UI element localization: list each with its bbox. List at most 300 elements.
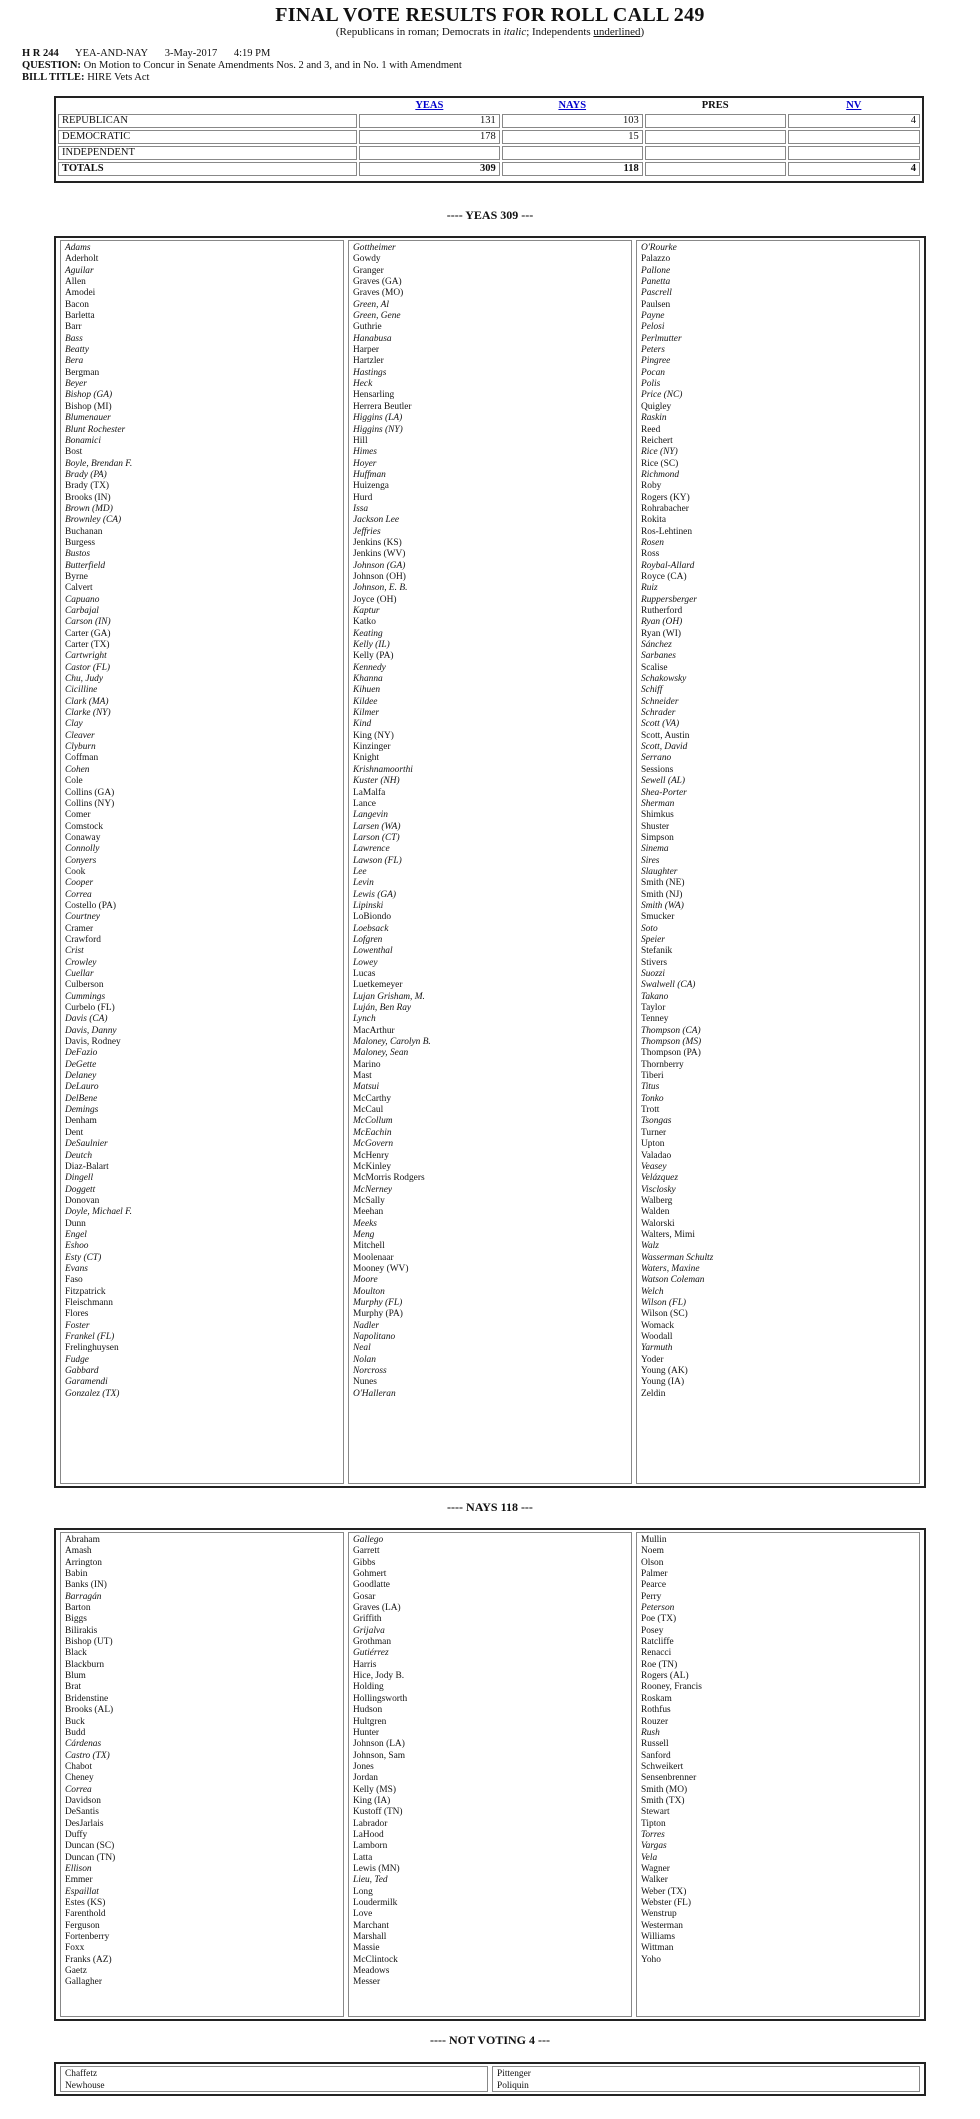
party-cell: INDEPENDENT bbox=[58, 146, 357, 160]
member-name: Hice, Jody B. bbox=[353, 1671, 405, 1682]
member-name: Hudson bbox=[353, 1705, 383, 1716]
member-name: DeFazio bbox=[65, 1048, 98, 1059]
member-name: Weber (TX) bbox=[641, 1886, 687, 1897]
summary-row-republican bbox=[58, 114, 920, 128]
member-name: Culberson bbox=[65, 980, 104, 991]
member-name: DeSaulnier bbox=[65, 1139, 108, 1150]
member-name: Schrader bbox=[641, 708, 676, 719]
member-name: Norcross bbox=[353, 1366, 387, 1377]
legend-text: ; Independents bbox=[526, 26, 594, 38]
member-name: Walz bbox=[641, 1241, 659, 1252]
member-name: Nolan bbox=[353, 1354, 376, 1365]
member-name: Walker bbox=[641, 1875, 668, 1886]
member-name: Kelly (PA) bbox=[353, 651, 394, 662]
nays-cell: 118 bbox=[502, 162, 643, 176]
pres-cell bbox=[645, 114, 786, 128]
member-name: Johnson, Sam bbox=[353, 1750, 406, 1761]
member-name: Aguilar bbox=[65, 265, 94, 276]
member-name: Engel bbox=[65, 1229, 87, 1240]
member-name: Yoho bbox=[641, 1954, 661, 1965]
member-name: Loebsack bbox=[353, 923, 389, 934]
member-name: Sherman bbox=[641, 798, 675, 809]
member-name: Cook bbox=[65, 866, 86, 877]
member-name: Kind bbox=[353, 719, 372, 730]
member-name: Loudermilk bbox=[353, 1898, 398, 1908]
member-name: Green, Gene bbox=[353, 311, 401, 322]
member-name: Ros-Lehtinen bbox=[641, 526, 693, 537]
member-name: Hultgren bbox=[353, 1716, 387, 1727]
member-name: Graves (GA) bbox=[353, 277, 402, 288]
member-name: Krishnamoorthi bbox=[353, 764, 413, 775]
member-name: Carter (TX) bbox=[65, 640, 110, 651]
member-name: Cárdenas bbox=[65, 1739, 102, 1750]
member-name: Soto bbox=[641, 923, 658, 934]
member-name: King (NY) bbox=[353, 730, 394, 741]
member-name: Himes bbox=[353, 447, 377, 458]
member-name: Dent bbox=[65, 1127, 84, 1138]
member-name: Calvert bbox=[65, 583, 93, 594]
member-name: Maloney, Carolyn B. bbox=[353, 1037, 431, 1048]
nv-link[interactable]: NV bbox=[846, 100, 862, 111]
yeas-link[interactable]: YEAS bbox=[415, 100, 444, 111]
member-name: Arrington bbox=[65, 1557, 102, 1568]
member-name: Knight bbox=[353, 753, 380, 764]
member-name: Reichert bbox=[641, 435, 673, 446]
member-name: Vela bbox=[641, 1852, 658, 1863]
member-name: Paulsen bbox=[641, 299, 671, 310]
member-name: Marchant bbox=[353, 1920, 389, 1931]
member-name: Crist bbox=[65, 946, 84, 957]
member-name: Cheney bbox=[65, 1773, 94, 1784]
member-name: Garrett bbox=[353, 1546, 380, 1557]
member-name: Simpson bbox=[641, 832, 674, 843]
member-name: Budd bbox=[65, 1727, 86, 1738]
pres-cell bbox=[645, 162, 786, 176]
member-name: Pocan bbox=[641, 367, 665, 378]
member-name: Meehan bbox=[353, 1207, 384, 1218]
member-name: Palmer bbox=[641, 1569, 668, 1580]
member-name: Luetkemeyer bbox=[353, 980, 403, 991]
member-name: DeGette bbox=[65, 1059, 97, 1070]
member-name: Wenstrup bbox=[641, 1909, 677, 1920]
member-name: McCaul bbox=[353, 1105, 384, 1116]
member-name: Lawson (FL) bbox=[353, 855, 402, 866]
member-name: Granger bbox=[353, 265, 384, 276]
member-name: Barragán bbox=[65, 1591, 102, 1602]
member-name: Griffith bbox=[353, 1614, 382, 1625]
member-name: Velázquez bbox=[641, 1173, 678, 1184]
nays-heading: ---- NAYS 118 --- bbox=[447, 1500, 533, 1514]
member-name: Cuellar bbox=[65, 969, 94, 979]
member-name: Clarke (NY) bbox=[65, 708, 111, 719]
member-name: Scott, Austin bbox=[641, 730, 690, 741]
member-name: Connolly bbox=[65, 844, 100, 855]
member-name: Thornberry bbox=[641, 1059, 684, 1070]
member-name: Mooney (WV) bbox=[353, 1263, 409, 1274]
member-name: Abraham bbox=[65, 1535, 100, 1545]
member-name: Kihuen bbox=[353, 685, 381, 696]
member-name: Quigley bbox=[641, 401, 672, 412]
nv-cell: 4 bbox=[788, 162, 920, 176]
member-name: Serrano bbox=[641, 753, 672, 764]
member-name: Luján, Ben Ray bbox=[353, 1003, 412, 1014]
member-name: Gallagher bbox=[65, 1977, 102, 1988]
member-name: Mitchell bbox=[353, 1241, 385, 1252]
member-name: McKinley bbox=[353, 1161, 392, 1172]
member-name: Beyer bbox=[65, 379, 87, 390]
member-name: Neal bbox=[353, 1343, 371, 1354]
question-text: On Motion to Concur in Senate Amendments Nos. 2 and 3, and in No. 1 with Amendment bbox=[83, 60, 462, 71]
member-name: Johnson (LA) bbox=[353, 1739, 405, 1750]
nays-cell bbox=[502, 146, 643, 160]
member-name: Takano bbox=[641, 991, 669, 1002]
member-name: Nunes bbox=[353, 1377, 377, 1388]
member-name: Davis (CA) bbox=[65, 1014, 108, 1025]
member-name: Foster bbox=[65, 1320, 90, 1331]
member-name: Higgins (NY) bbox=[353, 424, 403, 435]
member-name: Castro (TX) bbox=[65, 1750, 110, 1761]
yeas-column-3 bbox=[636, 240, 920, 1484]
member-name: Latta bbox=[353, 1852, 373, 1863]
member-name: Butterfield bbox=[65, 560, 106, 571]
member-name: Ellison bbox=[65, 1863, 92, 1874]
member-name: Titus bbox=[641, 1082, 660, 1093]
member-name: O'Halleran bbox=[353, 1388, 396, 1399]
bill-title-line bbox=[22, 72, 149, 83]
member-name: Tenney bbox=[641, 1014, 669, 1025]
member-name: Lee bbox=[353, 866, 367, 877]
member-name: Doyle, Michael F. bbox=[65, 1207, 132, 1218]
member-name: Eshoo bbox=[65, 1241, 89, 1252]
member-name: Adams bbox=[65, 243, 91, 253]
member-name: McCarthy bbox=[353, 1093, 392, 1104]
member-name: Johnson (GA) bbox=[353, 560, 406, 571]
member-name: Joyce (OH) bbox=[353, 594, 397, 605]
member-name: Kennedy bbox=[353, 662, 386, 673]
question-label: QUESTION: bbox=[22, 60, 81, 71]
member-name: Love bbox=[353, 1909, 373, 1920]
member-name: Dunn bbox=[65, 1218, 86, 1229]
member-name: Lewis (GA) bbox=[353, 889, 396, 900]
member-name: Thompson (PA) bbox=[641, 1048, 701, 1059]
member-name: Foxx bbox=[65, 1943, 85, 1954]
member-name: Moulton bbox=[353, 1286, 385, 1297]
member-name: Walorski bbox=[641, 1218, 675, 1229]
member-name: Ruiz bbox=[641, 583, 658, 594]
member-name: Scalise bbox=[641, 662, 668, 673]
member-name: Rooney, Francis bbox=[641, 1682, 702, 1693]
member-name: Panetta bbox=[641, 277, 671, 288]
member-name: Stivers bbox=[641, 957, 668, 968]
page-title: FINAL VOTE RESULTS FOR ROLL CALL 249 bbox=[275, 4, 705, 26]
member-name: Dingell bbox=[65, 1173, 94, 1184]
member-name: Torres bbox=[641, 1829, 665, 1840]
member-name: Johnson (OH) bbox=[353, 571, 406, 582]
member-name: Cleaver bbox=[65, 730, 95, 741]
member-name: Gottheimer bbox=[353, 243, 396, 253]
member-name: Walden bbox=[641, 1207, 670, 1218]
member-name: Mullin bbox=[641, 1535, 667, 1545]
member-name: Jones bbox=[353, 1761, 374, 1772]
member-name: Peters bbox=[641, 345, 665, 356]
member-name: Cramer bbox=[65, 923, 94, 934]
member-name: Babin bbox=[65, 1569, 88, 1580]
member-name: Kustoff (TN) bbox=[353, 1807, 403, 1818]
member-name: Wasserman Schultz bbox=[641, 1252, 714, 1263]
member-name: Brown (MD) bbox=[65, 503, 113, 514]
member-name: Wagner bbox=[641, 1863, 670, 1874]
member-name: Kaptur bbox=[353, 606, 380, 616]
member-name: Gonzalez (TX) bbox=[65, 1388, 120, 1399]
member-name: Carter (GA) bbox=[65, 628, 111, 639]
member-name: Farenthold bbox=[65, 1909, 106, 1920]
member-name: Bacon bbox=[65, 299, 89, 310]
member-name: Conyers bbox=[65, 855, 97, 866]
member-name: Davis, Danny bbox=[65, 1025, 117, 1036]
member-name: Hoyer bbox=[353, 458, 377, 469]
nays-cell: 15 bbox=[502, 130, 643, 144]
member-name: Sires bbox=[641, 855, 660, 866]
member-name: Gowdy bbox=[353, 254, 381, 265]
member-name: Black bbox=[65, 1648, 87, 1659]
yeas-column-2 bbox=[348, 240, 632, 1484]
member-name: Rothfus bbox=[641, 1705, 671, 1716]
member-name: Levin bbox=[353, 878, 374, 889]
member-name: Lowey bbox=[353, 957, 378, 968]
member-name: Allen bbox=[65, 277, 86, 288]
member-name: Sensenbrenner bbox=[641, 1773, 697, 1784]
member-name: Lynch bbox=[353, 1014, 376, 1025]
member-name: Larson (CT) bbox=[353, 832, 400, 843]
member-name: Valadao bbox=[641, 1150, 672, 1161]
member-name: Brady (PA) bbox=[65, 469, 107, 480]
member-name: DeSantis bbox=[65, 1807, 99, 1818]
member-name: Goodlatte bbox=[353, 1580, 390, 1591]
member-name: Taylor bbox=[641, 1003, 666, 1014]
member-name: Comstock bbox=[65, 821, 104, 832]
member-name: Cartwright bbox=[65, 651, 107, 662]
member-name: Byrne bbox=[65, 571, 88, 582]
member-name: McSally bbox=[353, 1195, 385, 1206]
member-name: Trott bbox=[641, 1105, 660, 1116]
member-name: Russell bbox=[641, 1739, 669, 1750]
member-name: Clyburn bbox=[65, 742, 96, 753]
nv-cell bbox=[788, 130, 920, 144]
member-name: Katko bbox=[353, 617, 376, 628]
member-name: Lipinski bbox=[353, 900, 384, 911]
member-name: Crawford bbox=[65, 934, 101, 945]
not-voting-column-1 bbox=[60, 2066, 488, 2092]
bill-number: H R 244 bbox=[22, 48, 59, 59]
vote-meta-line bbox=[22, 48, 270, 59]
member-name: Smith (MO) bbox=[641, 1784, 688, 1795]
member-name: DeLauro bbox=[65, 1082, 99, 1093]
member-name: Scott (VA) bbox=[641, 719, 680, 730]
member-name: Holding bbox=[353, 1682, 384, 1693]
member-name: Sanford bbox=[641, 1750, 671, 1761]
pres-cell bbox=[645, 146, 786, 160]
member-name: Polis bbox=[641, 379, 661, 390]
member-name: Slaughter bbox=[641, 866, 678, 877]
member-name: Grothman bbox=[353, 1637, 392, 1648]
member-name: Webster (FL) bbox=[641, 1898, 692, 1908]
yeas-cell bbox=[359, 146, 500, 160]
member-name: Welch bbox=[641, 1286, 664, 1297]
member-name: Gohmert bbox=[353, 1569, 387, 1580]
member-name: Young (AK) bbox=[641, 1366, 688, 1377]
member-name: Shea-Porter bbox=[641, 787, 687, 798]
nays-link[interactable]: NAYS bbox=[558, 100, 587, 111]
member-name: Gaetz bbox=[65, 1966, 87, 1977]
member-name: Yarmuth bbox=[641, 1343, 673, 1354]
member-name: Shuster bbox=[641, 821, 670, 832]
vote-time: 4:19 PM bbox=[233, 48, 271, 59]
member-name: Moore bbox=[353, 1275, 378, 1286]
member-name: Long bbox=[353, 1886, 373, 1897]
legend-text: (Republicans in roman; Democrats in bbox=[335, 26, 504, 38]
member-name: Deutch bbox=[65, 1150, 93, 1161]
member-name: Roe (TN) bbox=[641, 1659, 678, 1670]
member-name: Massie bbox=[353, 1943, 380, 1954]
nv-cell: 4 bbox=[788, 114, 920, 128]
member-name: Bost bbox=[65, 447, 83, 458]
vote-date: 3-May-2017 bbox=[164, 48, 218, 59]
member-name: Gibbs bbox=[353, 1557, 376, 1568]
member-name: Yoder bbox=[641, 1354, 664, 1365]
yeas-heading: ---- YEAS 309 --- bbox=[446, 208, 534, 222]
member-name: Grijalva bbox=[353, 1625, 385, 1636]
member-name: Hunter bbox=[353, 1727, 380, 1738]
member-name: Matsui bbox=[353, 1082, 380, 1093]
member-name: MacArthur bbox=[353, 1025, 395, 1036]
member-name: Demings bbox=[65, 1105, 99, 1116]
yeas-column-1 bbox=[60, 240, 344, 1484]
member-name: Stefanik bbox=[641, 946, 673, 957]
member-name: Boyle, Brendan F. bbox=[65, 458, 133, 469]
member-name: Blum bbox=[65, 1671, 86, 1682]
member-name: Brooks (IN) bbox=[65, 492, 111, 503]
member-name: Thompson (CA) bbox=[641, 1025, 701, 1036]
nays-list bbox=[54, 1528, 926, 2021]
member-name: Rush bbox=[641, 1727, 660, 1738]
member-name: Swalwell (CA) bbox=[641, 980, 696, 991]
member-name: Pallone bbox=[641, 265, 671, 276]
member-name: Hollingsworth bbox=[353, 1693, 408, 1704]
member-name: King (IA) bbox=[353, 1795, 391, 1806]
member-name: Noem bbox=[641, 1546, 664, 1557]
member-name: Jenkins (WV) bbox=[353, 549, 406, 560]
member-name: Roby bbox=[641, 481, 662, 492]
member-name: Smith (WA) bbox=[641, 900, 684, 911]
member-name: Nadler bbox=[353, 1320, 380, 1331]
summary-header-row bbox=[58, 100, 920, 112]
member-name: Collins (GA) bbox=[65, 787, 115, 798]
member-name: Williams bbox=[641, 1932, 675, 1943]
member-name: Thompson (MS) bbox=[641, 1037, 702, 1048]
member-name: Rice (SC) bbox=[641, 458, 679, 469]
member-name: Pearce bbox=[641, 1580, 666, 1591]
legend-italic: italic bbox=[503, 26, 527, 38]
member-name: Larsen (WA) bbox=[353, 821, 401, 832]
summary-row-totals bbox=[58, 162, 920, 176]
member-name: Barletta bbox=[65, 311, 95, 322]
member-name: Palazzo bbox=[641, 254, 671, 265]
member-name: Tsongas bbox=[641, 1116, 672, 1127]
member-name: Mast bbox=[353, 1071, 372, 1082]
member-name: Amodei bbox=[65, 288, 96, 299]
member-name: Lujan Grisham, M. bbox=[353, 991, 425, 1002]
member-name: Sewell (AL) bbox=[641, 776, 686, 787]
member-name: Estes (KS) bbox=[65, 1898, 106, 1908]
member-name: Huffman bbox=[353, 469, 386, 480]
member-name: Costello (PA) bbox=[65, 900, 116, 911]
member-name: Tiberi bbox=[641, 1071, 664, 1082]
member-name: Gabbard bbox=[65, 1366, 99, 1377]
member-name: Visclosky bbox=[641, 1184, 676, 1195]
nays-column-2 bbox=[348, 1532, 632, 2017]
member-name: Kelly (MS) bbox=[353, 1784, 396, 1795]
nays-cell: 103 bbox=[502, 114, 643, 128]
member-name: DelBene bbox=[65, 1093, 98, 1104]
member-name: Burgess bbox=[65, 537, 96, 548]
member-name: Shimkus bbox=[641, 810, 674, 821]
member-name: Cole bbox=[65, 776, 83, 787]
member-name: Smith (NE) bbox=[641, 878, 685, 889]
pres-cell bbox=[645, 130, 786, 144]
member-name: Barr bbox=[65, 322, 82, 333]
member-name: Collins (NY) bbox=[65, 798, 115, 809]
member-name: Hastings bbox=[353, 367, 387, 378]
member-name: Guthrie bbox=[353, 322, 382, 333]
member-name: Blackburn bbox=[65, 1659, 105, 1670]
member-name: Johnson, E. B. bbox=[353, 583, 408, 594]
member-name: Napolitano bbox=[353, 1332, 396, 1342]
member-name: Higgins (LA) bbox=[353, 413, 403, 424]
member-name: McGovern bbox=[353, 1139, 394, 1150]
member-name: Khanna bbox=[353, 674, 383, 685]
member-name: Rosen bbox=[641, 537, 664, 548]
bill-title-text: HIRE Vets Act bbox=[87, 72, 150, 83]
member-name: Perlmutter bbox=[641, 333, 682, 344]
member-name: Bishop (MI) bbox=[65, 401, 112, 412]
member-name: Jordan bbox=[353, 1773, 378, 1784]
nays-column-3 bbox=[636, 1532, 920, 2017]
legend-text: ) bbox=[640, 26, 645, 38]
member-name: Veasey bbox=[641, 1161, 667, 1172]
member-name: Cummings bbox=[65, 991, 106, 1002]
member-name: Clay bbox=[65, 719, 83, 730]
member-name: Jackson Lee bbox=[353, 515, 400, 526]
member-name: Hanabusa bbox=[353, 333, 392, 344]
member-name: Biggs bbox=[65, 1614, 87, 1625]
member-name: Heck bbox=[353, 379, 373, 390]
member-name: Capuano bbox=[65, 594, 100, 605]
member-name: McClintock bbox=[353, 1954, 398, 1965]
member-name: Bonamici bbox=[65, 435, 101, 446]
member-name: Curbelo (FL) bbox=[65, 1003, 115, 1014]
member-name: Graves (MO) bbox=[353, 288, 404, 299]
member-name: Bilirakis bbox=[65, 1625, 98, 1636]
member-name: Kinzinger bbox=[353, 742, 391, 753]
member-name: Ryan (OH) bbox=[641, 617, 683, 628]
member-name: Carson (IN) bbox=[65, 617, 111, 628]
member-name: Murphy (PA) bbox=[353, 1309, 403, 1320]
member-name: Fitzpatrick bbox=[65, 1286, 106, 1297]
member-name: Stewart bbox=[641, 1807, 670, 1818]
member-name: Fudge bbox=[65, 1354, 89, 1365]
member-name: Roybal-Allard bbox=[641, 560, 695, 571]
member-name: Lucas bbox=[353, 969, 376, 979]
